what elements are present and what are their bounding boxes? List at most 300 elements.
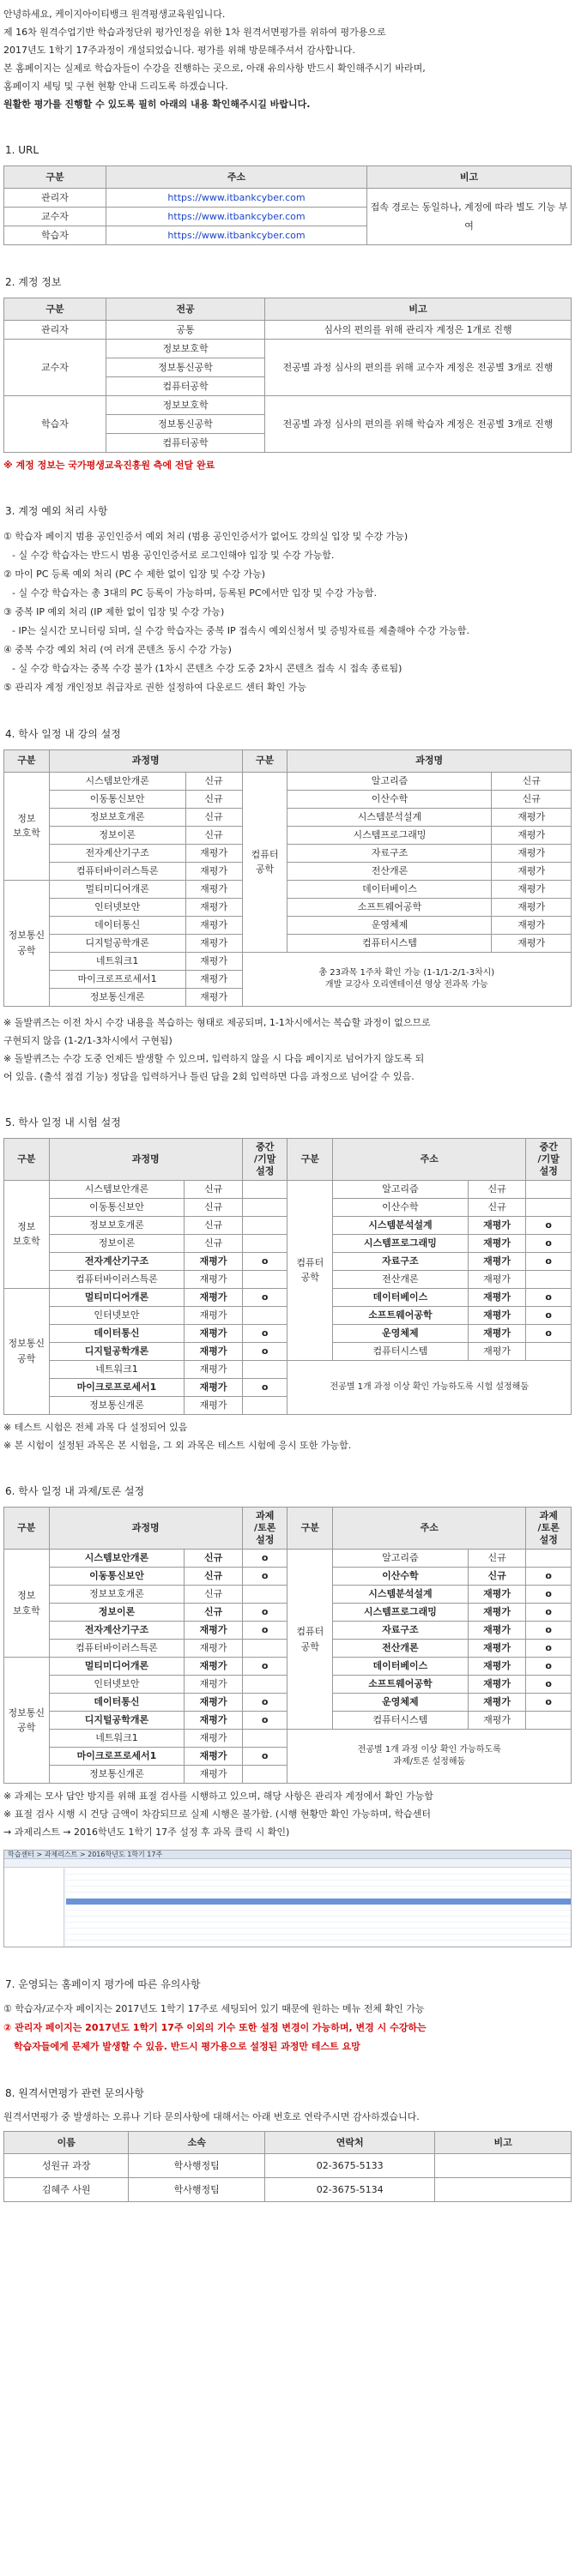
course-status: 재평가 xyxy=(185,1342,243,1360)
group-cell: 정보 보호학 xyxy=(4,1550,50,1658)
course-status: 재평가 xyxy=(468,1234,526,1252)
course-status: 재평가 xyxy=(185,1640,243,1658)
course-name: 컴퓨터바이러스특론 xyxy=(49,862,185,880)
course-status: 재평가 xyxy=(468,1640,526,1658)
course-status: 재평가 xyxy=(185,862,242,880)
course-name: 자료구조 xyxy=(288,844,492,862)
course-status: 재평가 xyxy=(468,1712,526,1730)
course-name: 정보보호개론 xyxy=(49,1586,185,1604)
setting-mark xyxy=(242,1360,288,1378)
course-name: 정보보호개론 xyxy=(49,808,185,826)
caution-item-warning: 학습자들에게 문제가 발생할 수 있음. 반드시 평가용으로 설정된 과정만 테스트 요망 xyxy=(14,2041,360,2053)
course-status: 신규 xyxy=(468,1198,526,1216)
course-name: 정보보호개론 xyxy=(49,1216,185,1234)
course-name: 멀티미디어개론 xyxy=(49,1288,185,1306)
section-title-assignment: 6. 학사 일정 내 과제/토론 설정 xyxy=(5,1484,145,1497)
course-status: 재평가 xyxy=(468,1288,526,1306)
course-status: 신규 xyxy=(185,808,242,826)
setting-mark: o xyxy=(242,1694,288,1712)
note-line: ※ 과제는 모사 답안 방지를 위해 표절 검사를 시행하고 있으며, 해당 사항은 관리자 계정에서 확인 가능함 xyxy=(3,1791,433,1803)
course-status: 신규 xyxy=(185,1586,243,1604)
course-name: 전산개론 xyxy=(333,1640,469,1658)
course-name: 이동통신보안 xyxy=(49,790,185,808)
caution-list xyxy=(3,2000,572,2056)
course-name: 전자계산기구조 xyxy=(49,844,185,862)
setting-mark xyxy=(242,1730,288,1748)
setting-mark xyxy=(242,1586,288,1604)
course-name: 컴퓨터바이러스특론 xyxy=(49,1270,185,1288)
course-name: 알고리즘 xyxy=(333,1550,469,1568)
course-name: 데이터통신 xyxy=(49,916,185,934)
course-status: 재평가 xyxy=(185,970,242,988)
course-name: 시스템분석설계 xyxy=(333,1586,469,1604)
role-cell: 관리자 xyxy=(4,189,106,208)
th: 구분 xyxy=(242,749,288,772)
setting-mark: o xyxy=(242,1550,288,1568)
intro xyxy=(3,5,572,113)
contact-note xyxy=(435,2178,572,2202)
course-status: 재평가 xyxy=(185,1288,243,1306)
note-line: ※ 돌발퀴즈는 이전 차시 수강 내용을 복습하는 형태로 제공되며, 1-1차시에서는 복습할 과정이 없으므로 xyxy=(3,1016,431,1028)
course-name: 마이크로프로세서1 xyxy=(49,1748,185,1766)
setting-mark xyxy=(242,1180,288,1198)
assignment-table xyxy=(3,1507,572,1784)
note-cell: 전공별 과정 심사의 편의를 위해 학습자 계정은 전공별 3개로 진행 xyxy=(265,396,572,453)
course-status: 재평가 xyxy=(492,934,572,952)
course-status: 재평가 xyxy=(185,1622,243,1640)
screenshot-sidebar xyxy=(4,1869,64,1947)
section-title-caution: 7. 운영되는 홈페이지 평가에 따른 유의사항 xyxy=(5,1978,201,1991)
th: 주소 xyxy=(333,1508,526,1550)
setting-mark: o xyxy=(526,1586,572,1604)
course-status: 재평가 xyxy=(492,880,572,898)
th: 구분 xyxy=(4,298,106,321)
setting-mark xyxy=(242,1270,288,1288)
url-table xyxy=(3,166,572,245)
screenshot-titlebar xyxy=(4,1851,571,1859)
th: 소속 xyxy=(129,2132,265,2154)
group-cell: 정보 보호학 xyxy=(4,1180,50,1288)
course-status: 재평가 xyxy=(492,808,572,826)
screenshot-selected-row xyxy=(66,1899,571,1905)
setting-mark: o xyxy=(242,1748,288,1766)
course-status: 신규 xyxy=(185,772,242,790)
course-name: 컴퓨터바이러스특론 xyxy=(49,1640,185,1658)
note-line: ※ 돌발퀴즈는 수강 도중 언제든 발생할 수 있으며, 입력하지 않을 시 다음 페이지로 넘어가지 않도록 되 xyxy=(3,1052,425,1064)
account-table xyxy=(3,298,572,453)
course-name: 소프트웨어공학 xyxy=(333,1306,469,1324)
course-name: 전자계산기구조 xyxy=(49,1252,185,1270)
setting-mark: o xyxy=(526,1640,572,1658)
course-name: 운영체제 xyxy=(288,916,492,934)
th: 구분 xyxy=(288,1508,333,1550)
intro-bold-line: 원활한 평가를 진행할 수 있도록 필히 아래의 내용 확인해주시길 바랍니다. xyxy=(3,99,311,110)
course-name: 정보통신개론 xyxy=(49,988,185,1006)
course-status: 재평가 xyxy=(468,1622,526,1640)
setting-mark xyxy=(526,1198,572,1216)
exception-subitem: - IP는 실시간 모니터링 되며, 실 수강 학습자는 중복 IP 접속시 예외신청서 및 증빙자료를 제출해야 수강 가능함. xyxy=(12,624,469,636)
course-name: 네트워크1 xyxy=(49,1360,185,1378)
course-status: 재평가 xyxy=(185,844,242,862)
setting-mark: o xyxy=(526,1622,572,1640)
group-cell: 정보통신 공학 xyxy=(4,1288,50,1414)
course-name: 컴퓨터시스템 xyxy=(333,1342,469,1360)
role-cell: 관리자 xyxy=(4,321,106,340)
contact-desc: 원격서면평가 중 발생하는 오류나 기타 문의사항에 대해서는 아래 번호로 연락주시면 감사하겠습니다. xyxy=(3,2110,420,2122)
course-name: 이산수학 xyxy=(288,790,492,808)
th: 중간 /기말 설정 xyxy=(526,1138,572,1180)
course-name: 알고리즘 xyxy=(288,772,492,790)
course-status: 재평가 xyxy=(185,1324,243,1342)
course-status: 재평가 xyxy=(185,934,242,952)
setting-mark: o xyxy=(242,1712,288,1730)
screenshot-toolbar xyxy=(4,1859,571,1868)
exception-subitem: - 실 수강 학습자는 총 3대의 PC 등록이 가능하며, 등록된 PC에서만 입장 및 수강 가능함. xyxy=(12,587,377,599)
exception-list xyxy=(3,527,572,697)
group-cell: 정보 보호학 xyxy=(4,772,50,880)
setting-mark xyxy=(526,1342,572,1360)
course-status: 신규 xyxy=(492,772,572,790)
setting-mark: o xyxy=(526,1234,572,1252)
note-line: 어 있음. (출석 점검 기능) 정답을 입력하거나 틀린 답을 2회 입력하면 다음 과정으로 넘어갈 수 있음. xyxy=(3,1070,415,1082)
course-status: 재평가 xyxy=(185,916,242,934)
th: 구분 xyxy=(288,1138,333,1180)
major-cell: 컴퓨터공학 xyxy=(106,377,264,396)
setting-mark: o xyxy=(242,1658,288,1676)
contact-dept: 학사행정팀 xyxy=(129,2154,265,2178)
course-status: 재평가 xyxy=(468,1252,526,1270)
setting-mark xyxy=(526,1712,572,1730)
course-status: 재평가 xyxy=(185,1766,243,1784)
course-name: 정보통신개론 xyxy=(49,1766,185,1784)
setting-summary: 전공별 1개 과정 이상 확인 가능하도록 과제/토론 설정해둠 xyxy=(288,1730,572,1784)
course-status: 재평가 xyxy=(468,1676,526,1694)
major-cell: 컴퓨터공학 xyxy=(106,434,264,453)
setting-mark xyxy=(242,1640,288,1658)
setting-mark xyxy=(526,1180,572,1198)
course-status: 신규 xyxy=(468,1568,526,1586)
th: 비고 xyxy=(265,298,572,321)
setting-mark: o xyxy=(242,1288,288,1306)
course-status: 신규 xyxy=(185,1234,243,1252)
course-name: 소프트웨어공학 xyxy=(333,1676,469,1694)
group-cell: 정보통신 공학 xyxy=(4,880,50,1006)
setting-mark xyxy=(526,1550,572,1568)
th: 비고 xyxy=(367,166,572,189)
course-status: 재평가 xyxy=(492,898,572,916)
note-line: ※ 본 시험이 설정된 과목은 본 시험을, 그 외 과목은 테스트 시험에 응시 또한 가능함. xyxy=(3,1439,352,1451)
setting-mark xyxy=(526,1270,572,1288)
section-title-url: 1. URL xyxy=(5,144,39,156)
exception-item: ③ 중복 IP 예외 처리 (IP 제한 없이 입장 및 수강 가능) xyxy=(3,605,225,617)
course-name: 데이터베이스 xyxy=(288,880,492,898)
course-name: 소프트웨어공학 xyxy=(288,898,492,916)
course-name: 전산개론 xyxy=(288,862,492,880)
course-name: 시스템분석설계 xyxy=(288,808,492,826)
th: 주소 xyxy=(106,166,366,189)
intro-line: 홈페이지 세팅 및 구현 현황 안내 드리도록 하겠습니다. xyxy=(3,81,228,92)
group-cell: 컴퓨터 공학 xyxy=(288,1180,333,1360)
caution-item-warning: ② 관리자 페이지는 2017년도 1학기 17주 이외의 기수 또한 설정 변경이 가능하며, 변경 시 수강하는 xyxy=(3,2022,427,2034)
course-status: 재평가 xyxy=(185,1306,243,1324)
course-name: 멀티미디어개론 xyxy=(49,880,185,898)
major-cell: 정보보호학 xyxy=(106,396,264,415)
course-name: 시스템프로그래밍 xyxy=(333,1234,469,1252)
setting-mark: o xyxy=(242,1378,288,1396)
course-name: 자료구조 xyxy=(333,1622,469,1640)
setting-mark: o xyxy=(526,1306,572,1324)
exception-item: ② 마이 PC 등록 예외 처리 (PC 수 제한 없이 입장 및 수강 가능) xyxy=(3,568,266,580)
setting-mark: o xyxy=(242,1622,288,1640)
role-cell: 교수자 xyxy=(4,340,106,396)
exception-item: ① 학습자 페이지 범용 공인인증서 예외 처리 (범용 공인인증서가 없어도 강의실 입장 및 수강 가능) xyxy=(3,530,409,542)
course-status: 재평가 xyxy=(185,898,242,916)
course-name: 네트워크1 xyxy=(49,952,185,970)
course-status: 재평가 xyxy=(492,916,572,934)
role-cell: 교수자 xyxy=(4,208,106,226)
course-name: 마이크로프로세서1 xyxy=(49,1378,185,1396)
course-name: 시스템분석설계 xyxy=(333,1216,469,1234)
th: 과정명 xyxy=(49,749,242,772)
course-status: 재평가 xyxy=(468,1216,526,1234)
course-name: 시스템보안개론 xyxy=(49,772,185,790)
contact-note xyxy=(435,2154,572,2178)
course-status: 신규 xyxy=(185,1550,243,1568)
course-name: 정보이론 xyxy=(49,826,185,844)
course-name: 전산개론 xyxy=(333,1270,469,1288)
course-status: 재평가 xyxy=(468,1270,526,1288)
course-name: 자료구조 xyxy=(333,1252,469,1270)
setting-mark: o xyxy=(526,1658,572,1676)
th: 구분 xyxy=(4,749,50,772)
course-name: 이산수학 xyxy=(333,1568,469,1586)
major-cell: 정보통신공학 xyxy=(106,415,264,434)
note-line: 구현되지 않음 (1-2/1-3차시에서 구현됨) xyxy=(3,1034,172,1046)
th: 과정명 xyxy=(49,1508,242,1550)
setting-mark: o xyxy=(242,1342,288,1360)
course-name: 시스템프로그래밍 xyxy=(288,826,492,844)
note-line: → 과제리스트 → 2016학년도 1학기 17주 설정 후 과목 클릭 시 확인) xyxy=(3,1827,290,1839)
setting-mark: o xyxy=(242,1252,288,1270)
intro-line: 2017년도 1학기 17주과정이 개설되었습니다. 평가를 위해 방문해주셔서 감사합니다. xyxy=(3,45,355,56)
course-status: 재평가 xyxy=(185,1748,243,1766)
contact-phone[interactable]: 02-3675-5133 xyxy=(265,2154,435,2178)
contact-name: 성원규 과장 xyxy=(4,2154,129,2178)
course-name: 전자계산기구조 xyxy=(49,1622,185,1640)
course-name: 컴퓨터시스템 xyxy=(288,934,492,952)
setting-mark: o xyxy=(242,1604,288,1622)
course-name: 정보이론 xyxy=(49,1604,185,1622)
setting-mark: o xyxy=(526,1216,572,1234)
contact-table xyxy=(3,2131,572,2202)
group-cell: 컴퓨터 공학 xyxy=(242,772,288,952)
setting-mark xyxy=(242,1234,288,1252)
course-status: 재평가 xyxy=(468,1306,526,1324)
course-name: 알고리즘 xyxy=(333,1180,469,1198)
course-status: 재평가 xyxy=(185,1676,243,1694)
group-cell: 정보통신 공학 xyxy=(4,1658,50,1784)
role-cell: 학습자 xyxy=(4,226,106,245)
course-name: 디지털공학개론 xyxy=(49,934,185,952)
major-cell: 정보통신공학 xyxy=(106,358,264,377)
course-name: 운영체제 xyxy=(333,1694,469,1712)
screenshot-grid xyxy=(66,1869,571,1947)
exception-subitem: - 실 수강 학습자는 반드시 범용 공인인증서로 로그인해야 입장 및 수강 가능함. xyxy=(12,549,335,561)
course-status: 재평가 xyxy=(185,1378,243,1396)
course-status: 신규 xyxy=(185,1198,243,1216)
course-name: 이동통신보안 xyxy=(49,1568,185,1586)
th: 중간 /기말 설정 xyxy=(242,1138,288,1180)
course-status: 재평가 xyxy=(468,1342,526,1360)
course-status: 재평가 xyxy=(185,1360,243,1378)
section-title-exam: 5. 학사 일정 내 시험 설정 xyxy=(5,1116,121,1129)
course-status: 재평가 xyxy=(185,1396,243,1414)
course-status: 재평가 xyxy=(185,1730,243,1748)
th: 과제 /토론 설정 xyxy=(526,1508,572,1550)
url-link[interactable]: https://www.itbankcyber.com xyxy=(167,210,306,222)
course-status: 재평가 xyxy=(185,1712,243,1730)
section-title-exceptions: 3. 계정 예외 처리 사항 xyxy=(5,505,108,518)
contact-dept: 학사행정팀 xyxy=(129,2178,265,2202)
note-cell: 전공별 과정 심사의 편의를 위해 교수자 계정은 전공별 3개로 진행 xyxy=(265,340,572,396)
course-status: 신규 xyxy=(185,1568,243,1586)
course-status: 재평가 xyxy=(185,1270,243,1288)
screenshot-breadcrumb: 학습센터 > 과제리스트 > 2016학년도 1학기 17주 xyxy=(8,1851,163,1859)
course-status: 재평가 xyxy=(492,826,572,844)
course-name: 멀티미디어개론 xyxy=(49,1658,185,1676)
url-note: 접속 경로는 동일하나, 계정에 따라 별도 기능 부여 xyxy=(367,189,572,245)
course-name: 정보이론 xyxy=(49,1234,185,1252)
course-name: 시스템보안개론 xyxy=(49,1180,185,1198)
th: 구분 xyxy=(4,1138,50,1180)
note-line: ※ 테스트 시험은 전체 과목 다 설정되어 있음 xyxy=(3,1421,188,1433)
course-status: 재평가 xyxy=(185,1694,243,1712)
course-name: 데이터베이스 xyxy=(333,1288,469,1306)
major-cell: 정보보호학 xyxy=(106,340,264,358)
course-name: 이동통신보안 xyxy=(49,1198,185,1216)
course-name: 인터넷보안 xyxy=(49,1676,185,1694)
course-status: 재평가 xyxy=(468,1604,526,1622)
course-name: 시스템프로그래밍 xyxy=(333,1604,469,1622)
th: 과제 /토론 설정 xyxy=(242,1508,288,1550)
setting-mark xyxy=(242,1676,288,1694)
setting-mark: o xyxy=(526,1604,572,1622)
note-line: ※ 표절 검사 시행 시 건당 금액이 차감되므로 실제 시행은 불가함. (시행 현황만 확인 가능하며, 학습센터 xyxy=(3,1809,431,1821)
th: 구분 xyxy=(4,166,106,189)
th: 연락처 xyxy=(265,2132,435,2154)
course-status: 재평가 xyxy=(468,1324,526,1342)
course-status: 재평가 xyxy=(185,1252,243,1270)
course-status: 재평가 xyxy=(185,988,242,1006)
course-name: 인터넷보안 xyxy=(49,898,185,916)
setting-mark xyxy=(242,1198,288,1216)
exception-item: ④ 중복 수강 예외 처리 (여 러개 콘텐츠 동시 수강 가능) xyxy=(3,643,232,655)
course-status: 재평가 xyxy=(468,1658,526,1676)
course-status: 신규 xyxy=(185,1604,243,1622)
caution-item: ① 학습자/교수자 페이지는 2017년도 1학기 17주로 세팅되어 있기 때문에 원하는 메뉴 전체 확인 가능 xyxy=(3,2003,425,2015)
th: 비고 xyxy=(435,2132,572,2154)
course-status: 재평가 xyxy=(492,844,572,862)
course-name: 데이터통신 xyxy=(49,1324,185,1342)
course-name: 데이터통신 xyxy=(49,1694,185,1712)
setting-mark: o xyxy=(526,1288,572,1306)
setting-mark: o xyxy=(526,1694,572,1712)
section-title-contact: 8. 원격서면평가 관련 문의사항 xyxy=(5,2087,144,2100)
setting-mark: o xyxy=(526,1252,572,1270)
course-status: 재평가 xyxy=(185,952,242,970)
contact-phone[interactable]: 02-3675-5134 xyxy=(265,2178,435,2202)
course-status: 재평가 xyxy=(185,1658,243,1676)
course-status: 재평가 xyxy=(185,880,242,898)
group-cell: 컴퓨터 공학 xyxy=(288,1550,333,1730)
course-name: 운영체제 xyxy=(333,1324,469,1342)
course-name: 시스템보안개론 xyxy=(49,1550,185,1568)
setting-mark: o xyxy=(242,1568,288,1586)
setting-mark: o xyxy=(526,1676,572,1694)
role-cell: 학습자 xyxy=(4,396,106,453)
intro-line: 제 16차 원격수업기반 학습과정단위 평가인정을 위한 1차 원격서면평가를 위하여 평가용으로 xyxy=(3,27,386,38)
exception-item: ⑤ 관리자 계정 개인정보 취급자로 권한 설정하여 다운로드 센터 확인 가능 xyxy=(3,681,306,693)
intro-line: 안녕하세요, 케이지아이티뱅크 원격평생교육원입니다. xyxy=(3,9,226,20)
setting-summary: 전공별 1개 과정 이상 확인 가능하도록 시험 설정해둠 xyxy=(288,1360,572,1414)
setting-mark: o xyxy=(526,1568,572,1586)
course-status: 신규 xyxy=(468,1180,526,1198)
th: 과정명 xyxy=(49,1138,242,1180)
intro-line: 본 홈페이지는 실제로 학습자들이 수강을 진행하는 곳으로, 아래 유의사항 반드시 확인해주시기 바라며, xyxy=(3,63,426,74)
th: 주소 xyxy=(333,1138,526,1180)
major-cell: 공통 xyxy=(106,321,264,340)
section-title-lecture: 4. 학사 일정 내 강의 설정 xyxy=(5,727,121,740)
setting-mark: o xyxy=(526,1324,572,1342)
course-status: 재평가 xyxy=(468,1586,526,1604)
course-name: 디지털공학개론 xyxy=(49,1342,185,1360)
course-name: 정보통신개론 xyxy=(49,1396,185,1414)
course-name: 인터넷보안 xyxy=(49,1306,185,1324)
url-link[interactable]: https://www.itbankcyber.com xyxy=(167,191,306,203)
course-status: 신규 xyxy=(492,790,572,808)
course-status: 재평가 xyxy=(492,862,572,880)
course-name: 네트워크1 xyxy=(49,1730,185,1748)
course-name: 컴퓨터시스템 xyxy=(333,1712,469,1730)
th: 이름 xyxy=(4,2132,129,2154)
course-status: 재평가 xyxy=(468,1694,526,1712)
exception-subitem: - 실 수강 학습자는 중복 수강 불가 (1차시 콘텐츠 수강 도중 2차시 콘텐츠 접속 시 접속 종료됨) xyxy=(12,662,402,674)
th: 구분 xyxy=(4,1508,50,1550)
note-cell: 심사의 편의를 위해 관리자 계정은 1개로 진행 xyxy=(265,321,572,340)
course-name: 마이크로프로세서1 xyxy=(49,970,185,988)
section-title-account: 2. 계정 정보 xyxy=(5,276,62,289)
th: 과정명 xyxy=(288,749,572,772)
admin-screenshot xyxy=(3,1850,572,1947)
lecture-notes xyxy=(3,1014,572,1086)
account-warning: ※ 계정 정보는 국가평생교육진흥원 측에 전달 완료 xyxy=(3,460,215,472)
th: 전공 xyxy=(106,298,264,321)
setting-mark xyxy=(242,1216,288,1234)
course-name: 이산수학 xyxy=(333,1198,469,1216)
url-link[interactable]: https://www.itbankcyber.com xyxy=(167,229,306,241)
setting-mark xyxy=(242,1306,288,1324)
lecture-summary: 총 23과목 1주차 확인 가능 (1-1/1-2/1-3차시) 개발 교강사 오리엔테이션 영상 전과목 가능 xyxy=(242,952,571,1006)
course-status: 신규 xyxy=(185,1180,243,1198)
course-status: 신규 xyxy=(185,790,242,808)
exam-table xyxy=(3,1138,572,1415)
setting-mark xyxy=(242,1396,288,1414)
course-status: 신규 xyxy=(185,826,242,844)
lecture-table xyxy=(3,749,572,1007)
course-name: 디지털공학개론 xyxy=(49,1712,185,1730)
setting-mark: o xyxy=(242,1324,288,1342)
course-status: 신규 xyxy=(468,1550,526,1568)
